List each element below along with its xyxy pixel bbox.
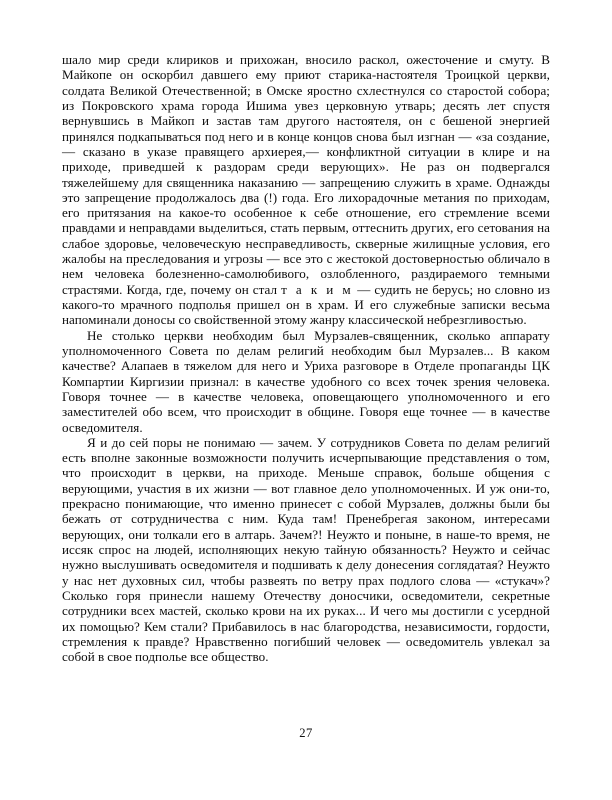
paragraph-continuation [62, 52, 550, 328]
paragraph-informer-reflection: Я и до сей поры не понимаю — зачем. У сотрудников Совета по делам религий есть вполне законные возможности получить исчерпывающие представления о том, что происходит в церкви, на приходе. Меньше справок, больше общения с верующими, участия в их жизни — вот главное дело уполномоченных. И уж они-то, прекрасно понимающие, что именно принесет с собой Мурзалев, должны были бы бежать от сотрудничества с ним. Куда там! Пренебрегая законом, интересами верующих, они толкали его в алтарь. Зачем?! Неужто и поныне, в наше-то время, не иссяк спрос на людей, исполняющих некую тайную обязанность? Неужто и сейчас нужно выслушивать осведомителя и подшивать к делу донесения соглядатая? Неужто у нас нет духовных сил, чтобы развеять по ветру прах подлого слова — «стукач»? Сколько горя принесли нашему Отечеству доносчики, осведомители, секретные сотрудники всех мастей, сколько крови на их руках... И чего мы достигли с усердной их помощью? Кем стали? Прибавилось в нас благородства, независимости, гордости, стремления к правде? Нравственно погибший человек — осведомитель увлекал за собой в свое подполье все общество. [62, 434, 550, 665]
paragraph-1-text: шало мир среди клириков и прихожан, вносило раскол, ожесточение и смуту. В Майкопе он оскорбил давшего ему приют старика-настоятеля Троицкой церкви, солдата Великой Отечественной; в Омске яростно схлестнулся со старостой собора; из Покровского храма города Ишима увез церковную утварь; десять лет спустя вернувшись в Майкоп и застав там другого настоятеля, он с бешеной энергией принялся подкапываться под него и в конце концов снова был изгнан — «за создание,— сказано в указе правящего архиерея,— конфликтной ситуации в клире и на приходе, приведшей к раздорам среди верующих». Не раз он подвергался тяжелейшему для священника наказанию — запрещению служить в храме. Однажды это запрещение продолжалось два (!) года. Его лихорадочные метания по приходам, его притязания на какое-то особенное к себе отношение, его стремление всеми правдами и неправдами выделиться, стать первым, оттеснить других, его сетования на слабое здоровье, человеческую несправедливость, скверные жилищные условия, его жалобы на преследования и угрозы — все это с жестокой достоверностью обличало в нем человека болезненно-самолюбивого, озлобленного, раздираемого темными страстями. Когда, где, почему он стал [62, 52, 550, 297]
paragraph-1-text-after: — судить не берусь; но словно из какого-то мрачного подполья пришел он в храм. И его служебные записки весьма напоминали доносы со свойственной этому жанру классической небрезгливостью. [62, 281, 550, 328]
paragraph-murzalev: Не столько церкви необходим был Мурзалев-священник, сколько аппарату уполномоченного Совета по делам религий необходим был Мурзалев... В каком качестве? Алапаев в тяжелом для него и Уриха разговоре в Отделе пропаганды ЦК Компартии Киргизии признал: в качестве удобного со всех точек зрения человека. Говоря точнее — в качестве человека, оповещающего уполномоченного и его заместителей обо всем, что происходит в общине. Говоря еще точнее — в качестве осведомителя. [62, 327, 550, 435]
text-column [62, 52, 550, 665]
spaced-emphasis-takim: т а к и м [281, 281, 354, 297]
page-number: 27 [299, 726, 313, 740]
